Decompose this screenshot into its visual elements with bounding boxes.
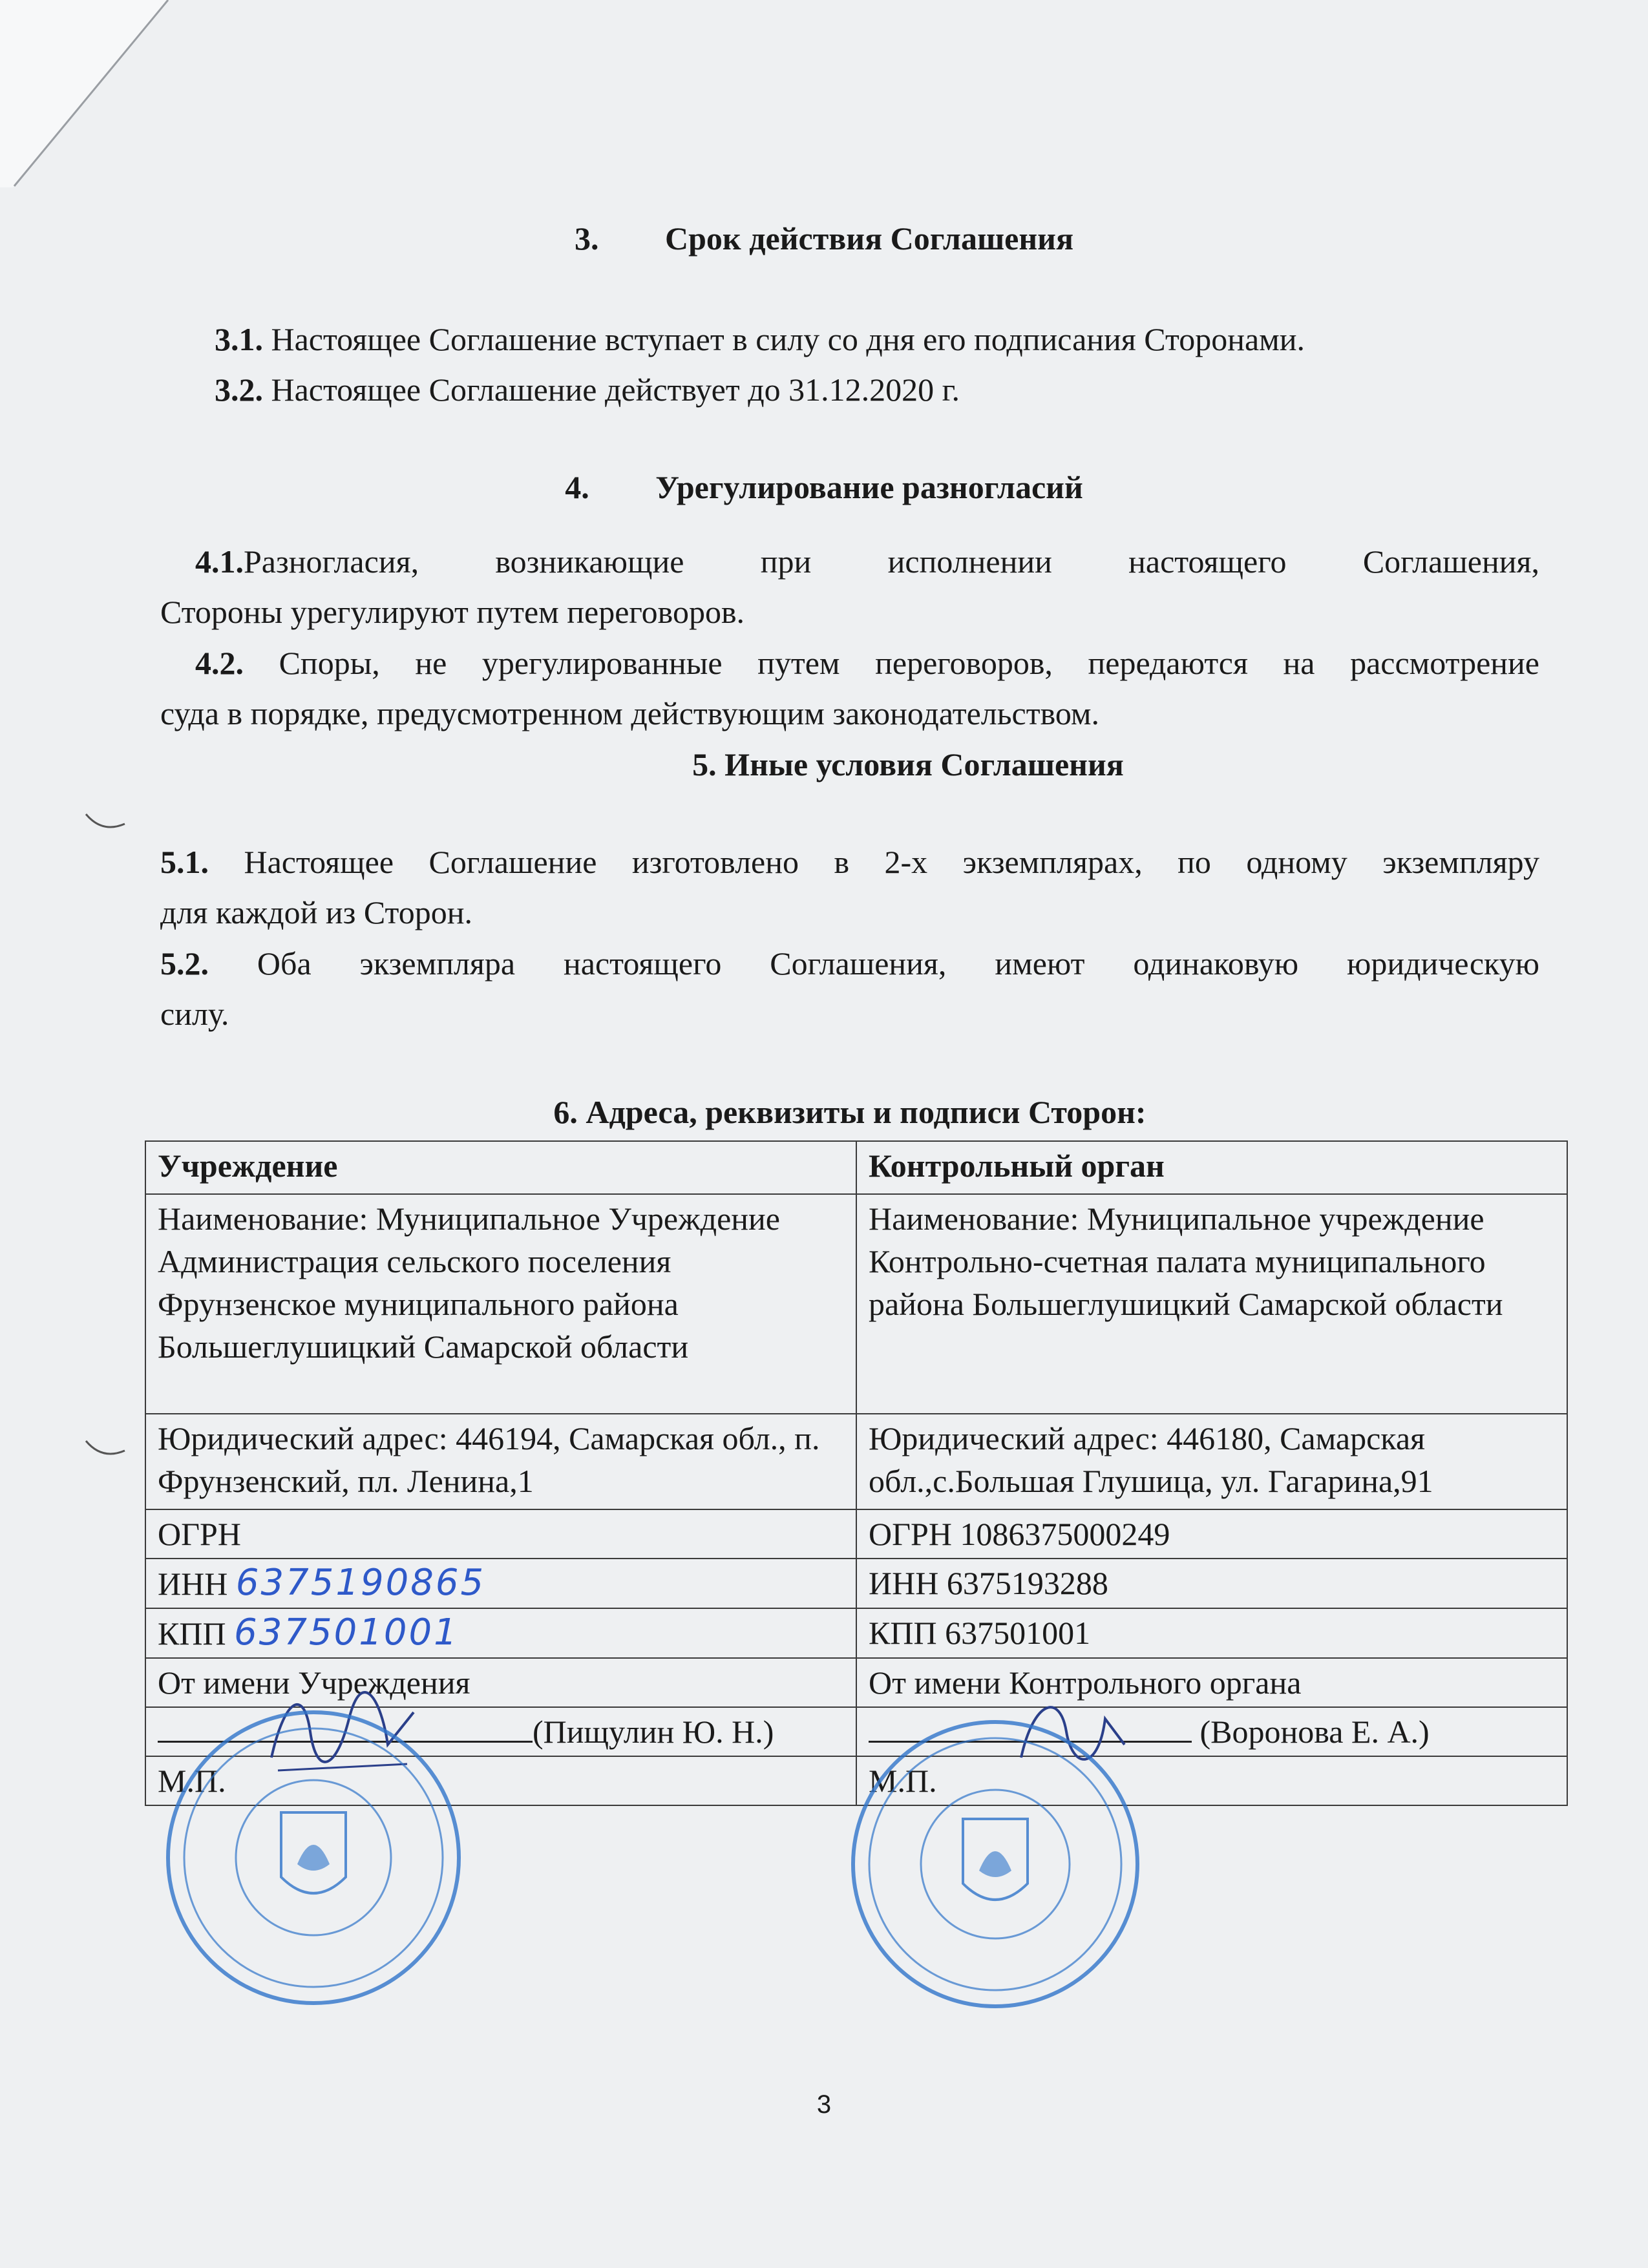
table-header-cell: Учреждение	[145, 1141, 856, 1194]
section-3-heading	[0, 218, 1648, 258]
section-title: Срок действия Соглашения	[664, 220, 1074, 257]
table-header-cell: Контрольный орган	[856, 1141, 1567, 1194]
section-6-heading: 6. Адреса, реквизиты и подписи Сторон:	[553, 1094, 1146, 1130]
table-cell: М.П.	[145, 1756, 856, 1805]
table-cell: Юридический адрес: 446194, Самарская обл., п. Фрунзенский, пл. Ленина,1	[145, 1414, 856, 1509]
folded-corner	[0, 0, 207, 194]
table-cell: ИНН 6375193288	[856, 1559, 1567, 1608]
clause-4-2-line1	[195, 643, 1539, 683]
clause-number: 3.2.	[215, 372, 263, 408]
inn-label: ИНН	[158, 1566, 228, 1602]
clause-number: 4.2.	[195, 645, 244, 681]
table-cell: От имени Учреждения	[145, 1658, 856, 1707]
table-cell: Наименование: Муниципальное Учреждение Администрация сельского поселения Фрунзенское муниципального района Большеглушицкий Самарской области	[145, 1194, 856, 1414]
clause-3-2	[215, 370, 960, 410]
table-row	[145, 1608, 1567, 1658]
clause-text: Разногласия, возникающие при исполнении настоящего Соглашения,	[244, 543, 1539, 580]
table-row	[145, 1509, 1567, 1559]
kpp-label: КПП	[158, 1615, 226, 1652]
clause-3-1	[215, 319, 1305, 359]
clause-text: Настоящее Соглашение изготовлено в 2-х экземплярах, по одному экземпляру	[209, 844, 1539, 880]
official-stamp-1	[158, 1703, 469, 2013]
clause-number: 5.1.	[160, 844, 209, 880]
clause-text: Настоящее Соглашение действует до 31.12.2020 г.	[263, 372, 960, 408]
hole-punch-mark	[83, 1438, 128, 1464]
clause-number: 5.2.	[160, 945, 209, 982]
table-cell: М.П.	[856, 1756, 1567, 1805]
table-row	[145, 1194, 1567, 1414]
section-number: 3.	[574, 220, 599, 257]
clause-4-1-line2: Стороны урегулируют путем переговоров.	[160, 594, 745, 630]
clause-text: Споры, не урегулированные путем переговоров, передаются на рассмотрение	[244, 645, 1539, 681]
table-cell	[145, 1559, 856, 1608]
clause-4-2-line2: суда в порядке, предусмотренном действующим законодательством.	[160, 695, 1100, 731]
clause-4-1-line1	[195, 541, 1539, 582]
table-row	[145, 1559, 1567, 1608]
table-cell: Юридический адрес: 446180, Самарская обл.,с.Большая Глушица, ул. Гагарина,91	[856, 1414, 1567, 1509]
handwritten-kpp: 637501001	[234, 1612, 459, 1654]
table-row	[145, 1414, 1567, 1509]
hole-punch-mark	[83, 811, 128, 837]
clause-number: 4.1.	[195, 543, 244, 580]
section-number: 4.	[565, 469, 589, 505]
clause-number: 3.1.	[215, 321, 263, 357]
official-stamp-2	[843, 1712, 1147, 2016]
table-cell: Наименование: Муниципальное учреждение Контрольно-счетная палата муниципального района Большеглушицкий Самарской области	[856, 1194, 1567, 1414]
table-cell: От имени Контрольного органа	[856, 1658, 1567, 1707]
clause-5-1-line2: для каждой из Сторон.	[160, 894, 473, 930]
signatory-name: (Воронова Е. А.)	[1192, 1714, 1430, 1750]
table-cell: КПП 637501001	[856, 1608, 1567, 1658]
page-number: 3	[816, 2090, 832, 2119]
clause-text: Оба экземпляра настоящего Соглашения, имеют одинаковую юридическую	[209, 945, 1539, 982]
table-cell: ОГРН 1086375000249	[856, 1509, 1567, 1559]
section-4-heading	[0, 467, 1648, 507]
clause-text: Настоящее Соглашение вступает в силу со дня его подписания Сторонами.	[263, 321, 1305, 357]
handwritten-inn: 6375190865	[235, 1562, 486, 1604]
signatory-name: (Пищулин Ю. Н.)	[533, 1714, 774, 1750]
section-title: Урегулирование разногласий	[655, 469, 1083, 505]
table-cell	[145, 1608, 856, 1658]
clause-5-1-line1	[160, 842, 1539, 882]
clause-5-2-line2: силу.	[160, 996, 229, 1032]
table-cell: ОГРН	[145, 1509, 856, 1559]
clause-5-2-line1	[160, 943, 1539, 983]
table-row	[145, 1141, 1567, 1194]
section-5-heading: 5. Иные условия Соглашения	[692, 746, 1124, 782]
